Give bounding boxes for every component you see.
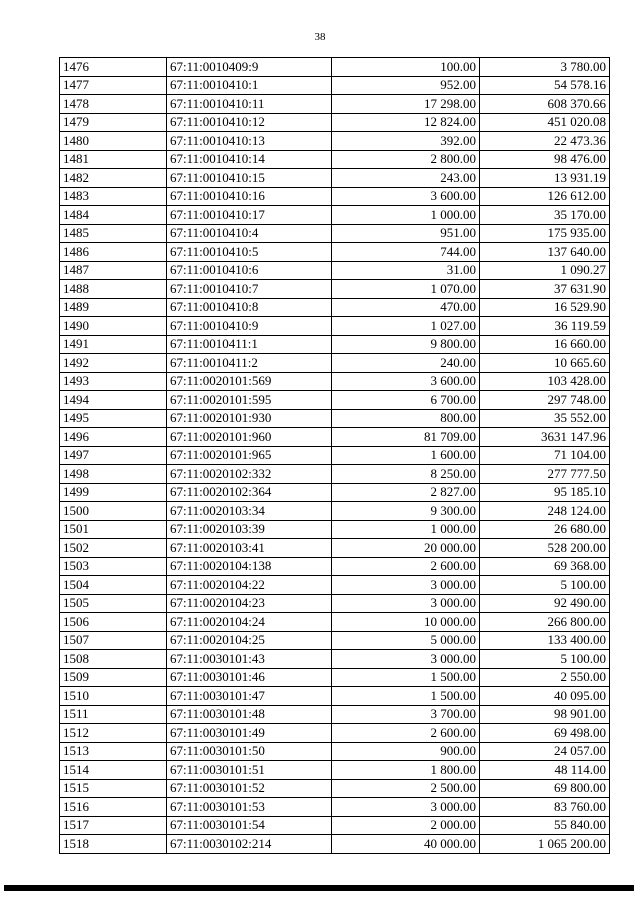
row-number-cell: 1477 [60,76,167,95]
cadastral-value-cell: 10 665.60 [480,354,610,373]
cadastral-number-cell: 67:11:0020101:960 [167,428,332,447]
table-row [60,261,610,280]
row-number-cell: 1503 [60,557,167,576]
cadastral-value-cell: 37 631.90 [480,280,610,299]
cadastral-number-cell: 67:11:0010410:12 [167,113,332,132]
table-row [60,576,610,595]
cadastral-value-cell: 35 170.00 [480,206,610,225]
row-number-cell: 1516 [60,798,167,817]
cadastral-number-cell: 67:11:0010410:14 [167,150,332,169]
cadastral-value-cell: 24 057.00 [480,742,610,761]
row-number-cell: 1481 [60,150,167,169]
row-number-cell: 1515 [60,779,167,798]
area-cell: 6 700.00 [332,391,480,410]
area-cell: 9 300.00 [332,502,480,521]
cadastral-number-cell: 67:11:0030101:51 [167,761,332,780]
row-number-cell: 1502 [60,539,167,558]
cadastral-number-cell: 67:11:0030101:54 [167,816,332,835]
row-number-cell: 1501 [60,520,167,539]
cadastral-number-cell: 67:11:0010410:9 [167,317,332,336]
cadastral-value-cell: 1 065 200.00 [480,835,610,854]
row-number-cell: 1494 [60,391,167,410]
table-row [60,95,610,114]
cadastral-value-cell: 1 090.27 [480,261,610,280]
cadastral-value-cell: 175 935.00 [480,224,610,243]
cadastral-value-cell: 55 840.00 [480,816,610,835]
table-row [60,687,610,706]
table-row [60,317,610,336]
row-number-cell: 1479 [60,113,167,132]
area-cell: 240.00 [332,354,480,373]
row-number-cell: 1487 [60,261,167,280]
table-row [60,280,610,299]
cadastral-value-cell: 83 760.00 [480,798,610,817]
cadastral-value-cell: 528 200.00 [480,539,610,558]
table-row [60,631,610,650]
table-row [60,835,610,854]
cadastral-number-cell: 67:11:0020103:34 [167,502,332,521]
cadastral-number-cell: 67:11:0010410:8 [167,298,332,317]
cadastral-value-cell: 69 368.00 [480,557,610,576]
cadastral-number-cell: 67:11:0030101:47 [167,687,332,706]
table-body [60,58,610,854]
cadastral-number-cell: 67:11:0010410:15 [167,169,332,188]
area-cell: 81 709.00 [332,428,480,447]
table-row [60,816,610,835]
cadastral-value-cell: 133 400.00 [480,631,610,650]
cadastral-number-cell: 67:11:0030101:46 [167,668,332,687]
area-cell: 2 827.00 [332,483,480,502]
row-number-cell: 1498 [60,465,167,484]
cadastral-number-cell: 67:11:0020101:569 [167,372,332,391]
cadastral-number-cell: 67:11:0020103:41 [167,539,332,558]
cadastral-value-cell: 71 104.00 [480,446,610,465]
cadastral-number-cell: 67:11:0030101:43 [167,650,332,669]
table-row [60,779,610,798]
row-number-cell: 1482 [60,169,167,188]
area-cell: 100.00 [332,58,480,77]
table-row [60,391,610,410]
row-number-cell: 1493 [60,372,167,391]
table-row [60,76,610,95]
table-row [60,557,610,576]
area-cell: 1 600.00 [332,446,480,465]
cadastral-value-cell: 98 476.00 [480,150,610,169]
cadastral-number-cell: 67:11:0020104:24 [167,613,332,632]
area-cell: 2 600.00 [332,557,480,576]
cadastral-number-cell: 67:11:0010410:5 [167,243,332,262]
cadastral-value-cell: 95 185.10 [480,483,610,502]
cadastral-number-cell: 67:11:0030102:214 [167,835,332,854]
cadastral-number-cell: 67:11:0030101:48 [167,705,332,724]
cadastral-number-cell: 67:11:0020102:332 [167,465,332,484]
cadastral-value-cell: 69 498.00 [480,724,610,743]
row-number-cell: 1518 [60,835,167,854]
table-row [60,428,610,447]
cadastral-value-cell: 16 660.00 [480,335,610,354]
cadastral-value-cell: 137 640.00 [480,243,610,262]
area-cell: 952.00 [332,76,480,95]
area-cell: 1 500.00 [332,687,480,706]
row-number-cell: 1505 [60,594,167,613]
table-row [60,483,610,502]
row-number-cell: 1492 [60,354,167,373]
area-cell: 2 500.00 [332,779,480,798]
cadastral-number-cell: 67:11:0030101:50 [167,742,332,761]
row-number-cell: 1476 [60,58,167,77]
area-cell: 3 000.00 [332,576,480,595]
row-number-cell: 1484 [60,206,167,225]
table-row [60,613,610,632]
area-cell: 40 000.00 [332,835,480,854]
cadastral-value-cell: 36 119.59 [480,317,610,336]
row-number-cell: 1496 [60,428,167,447]
area-cell: 12 824.00 [332,113,480,132]
row-number-cell: 1495 [60,409,167,428]
area-cell: 744.00 [332,243,480,262]
area-cell: 2 000.00 [332,816,480,835]
area-cell: 3 000.00 [332,798,480,817]
cadastral-value-cell: 297 748.00 [480,391,610,410]
cadastral-number-cell: 67:11:0010410:4 [167,224,332,243]
table-row [60,58,610,77]
cadastral-value-cell: 40 095.00 [480,687,610,706]
area-cell: 2 600.00 [332,724,480,743]
table-row [60,372,610,391]
table-row [60,724,610,743]
cadastral-value-cell: 13 931.19 [480,169,610,188]
area-cell: 5 000.00 [332,631,480,650]
area-cell: 1 500.00 [332,668,480,687]
area-cell: 8 250.00 [332,465,480,484]
cadastral-number-cell: 67:11:0020104:138 [167,557,332,576]
area-cell: 1 070.00 [332,280,480,299]
page-number: 38 [314,31,326,43]
cadastral-number-cell: 67:11:0010410:7 [167,280,332,299]
cadastral-number-cell: 67:11:0030101:52 [167,779,332,798]
table-row [60,243,610,262]
row-number-cell: 1514 [60,761,167,780]
row-number-cell: 1513 [60,742,167,761]
cadastral-value-cell: 69 800.00 [480,779,610,798]
area-cell: 470.00 [332,298,480,317]
cadastral-number-cell: 67:11:0010410:13 [167,132,332,151]
table-row [60,520,610,539]
land-plot-table [59,57,610,854]
cadastral-number-cell: 67:11:0010410:1 [167,76,332,95]
table-row [60,224,610,243]
cadastral-value-cell: 16 529.90 [480,298,610,317]
area-cell: 3 700.00 [332,705,480,724]
cadastral-value-cell: 3631 147.96 [480,428,610,447]
row-number-cell: 1508 [60,650,167,669]
area-cell: 3 000.00 [332,650,480,669]
table-row [60,335,610,354]
cadastral-value-cell: 5 100.00 [480,650,610,669]
row-number-cell: 1504 [60,576,167,595]
area-cell: 2 800.00 [332,150,480,169]
cadastral-value-cell: 277 777.50 [480,465,610,484]
cadastral-value-cell: 92 490.00 [480,594,610,613]
cadastral-value-cell: 98 901.00 [480,705,610,724]
table-row [60,539,610,558]
area-cell: 3 600.00 [332,187,480,206]
row-number-cell: 1497 [60,446,167,465]
area-cell: 9 800.00 [332,335,480,354]
row-number-cell: 1512 [60,724,167,743]
area-cell: 900.00 [332,742,480,761]
area-cell: 1 800.00 [332,761,480,780]
cadastral-value-cell: 26 680.00 [480,520,610,539]
bottom-rule [4,885,634,891]
cadastral-value-cell: 248 124.00 [480,502,610,521]
table-row [60,502,610,521]
table-row [60,354,610,373]
cadastral-number-cell: 67:11:0010410:16 [167,187,332,206]
cadastral-number-cell: 67:11:0020101:930 [167,409,332,428]
cadastral-number-cell: 67:11:0020104:23 [167,594,332,613]
cadastral-value-cell: 451 020.08 [480,113,610,132]
row-number-cell: 1485 [60,224,167,243]
area-cell: 800.00 [332,409,480,428]
cadastral-value-cell: 2 550.00 [480,668,610,687]
table-row [60,594,610,613]
area-cell: 17 298.00 [332,95,480,114]
cadastral-value-cell: 103 428.00 [480,372,610,391]
row-number-cell: 1478 [60,95,167,114]
cadastral-number-cell: 67:11:0030101:49 [167,724,332,743]
cadastral-number-cell: 67:11:0020102:364 [167,483,332,502]
row-number-cell: 1509 [60,668,167,687]
cadastral-value-cell: 5 100.00 [480,576,610,595]
row-number-cell: 1511 [60,705,167,724]
cadastral-number-cell: 67:11:0010409:9 [167,58,332,77]
cadastral-value-cell: 3 780.00 [480,58,610,77]
area-cell: 3 000.00 [332,594,480,613]
table-row [60,705,610,724]
row-number-cell: 1490 [60,317,167,336]
cadastral-value-cell: 22 473.36 [480,132,610,151]
area-cell: 392.00 [332,132,480,151]
cadastral-number-cell: 67:11:0010410:6 [167,261,332,280]
row-number-cell: 1507 [60,631,167,650]
cadastral-number-cell: 67:11:0020104:25 [167,631,332,650]
table-row [60,132,610,151]
row-number-cell: 1483 [60,187,167,206]
row-number-cell: 1510 [60,687,167,706]
cadastral-number-cell: 67:11:0010410:17 [167,206,332,225]
table-row [60,150,610,169]
cadastral-value-cell: 54 578.16 [480,76,610,95]
area-cell: 243.00 [332,169,480,188]
row-number-cell: 1499 [60,483,167,502]
table-row [60,206,610,225]
area-cell: 1 000.00 [332,206,480,225]
cadastral-number-cell: 67:11:0020101:965 [167,446,332,465]
row-number-cell: 1489 [60,298,167,317]
cadastral-value-cell: 608 370.66 [480,95,610,114]
cadastral-value-cell: 48 114.00 [480,761,610,780]
row-number-cell: 1500 [60,502,167,521]
row-number-cell: 1488 [60,280,167,299]
table-row [60,113,610,132]
area-cell: 31.00 [332,261,480,280]
table-row [60,650,610,669]
table-row [60,668,610,687]
table-row [60,409,610,428]
cadastral-number-cell: 67:11:0010410:11 [167,95,332,114]
row-number-cell: 1491 [60,335,167,354]
cadastral-number-cell: 67:11:0020101:595 [167,391,332,410]
cadastral-value-cell: 266 800.00 [480,613,610,632]
area-cell: 1 027.00 [332,317,480,336]
area-cell: 3 600.00 [332,372,480,391]
cadastral-number-cell: 67:11:0010411:1 [167,335,332,354]
cadastral-number-cell: 67:11:0020103:39 [167,520,332,539]
table-row [60,298,610,317]
row-number-cell: 1486 [60,243,167,262]
table-row [60,742,610,761]
cadastral-number-cell: 67:11:0030101:53 [167,798,332,817]
area-cell: 10 000.00 [332,613,480,632]
table-row [60,761,610,780]
table-row [60,169,610,188]
row-number-cell: 1506 [60,613,167,632]
table-row [60,465,610,484]
area-cell: 1 000.00 [332,520,480,539]
cadastral-value-cell: 35 552.00 [480,409,610,428]
cadastral-number-cell: 67:11:0010411:2 [167,354,332,373]
table-row [60,798,610,817]
row-number-cell: 1517 [60,816,167,835]
table-row [60,446,610,465]
cadastral-number-cell: 67:11:0020104:22 [167,576,332,595]
table-row [60,187,610,206]
area-cell: 20 000.00 [332,539,480,558]
area-cell: 951.00 [332,224,480,243]
cadastral-value-cell: 126 612.00 [480,187,610,206]
row-number-cell: 1480 [60,132,167,151]
